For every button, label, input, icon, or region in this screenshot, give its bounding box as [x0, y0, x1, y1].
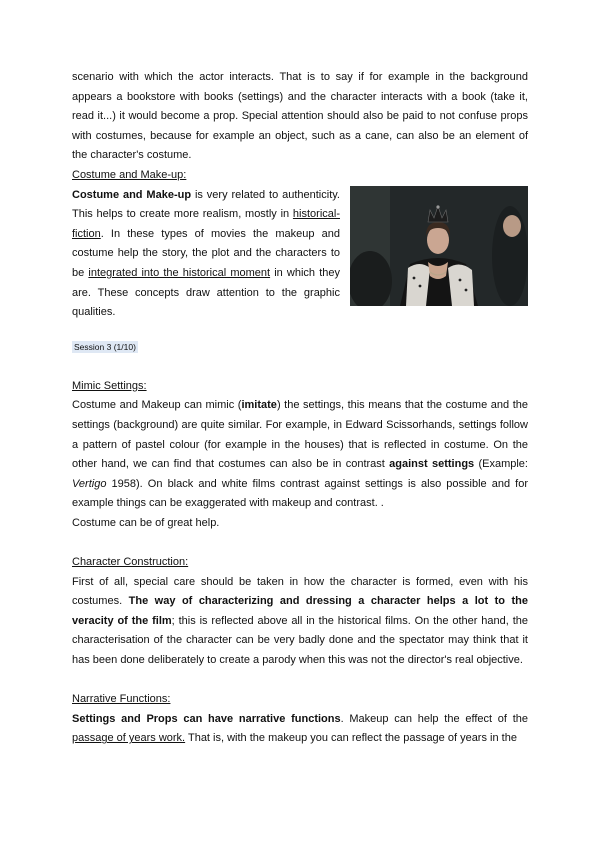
character-paragraph: [72, 573, 528, 671]
character-bold: The way of characterizing and dressing a character helps a lot to the veracity of the film: [72, 595, 528, 627]
character-heading: Character Construction:: [72, 556, 189, 569]
narrative-text-2: That is, with the makeup you can reflect the passage of years in the: [185, 732, 517, 745]
mimic-text-1: Costume and Makeup can mimic (: [72, 399, 242, 412]
mimic-text-4: 1958). On black and white films contrast against settings is also possible and for example things can be exaggerated with makeup and contrast. .: [72, 477, 528, 510]
costume-section: [72, 186, 528, 323]
historical-fiction-link: historical-fiction: [72, 208, 340, 240]
mimic-italic-vertigo: Vertigo: [72, 477, 107, 490]
costume-text-2: . In these types of movies the makeup and costume help the story, the plot and the characters to be: [72, 227, 340, 279]
mimic-text-2: ) the settings, this means that the costume and the settings (background) are quite similar. For example, in Edward Scissorhands, settings follow a pattern of pastel colour (for example in the houses) that is reflected in costume. On the other hand, we can find that costumes can also be in contrast: [72, 399, 528, 471]
costume-bold-lead: Costume and Make-up: [72, 188, 192, 201]
intro-paragraph: scenario with which the actor interacts. That is to say if for example in the background appears a bookstore with books (settings) and the character interacts with a book (take it, read it...) it would become a prop. Special attention should also be paid to not confuse props with costumes, because for example an object, such as a cane, can also be an element of the character's costume.: [72, 71, 528, 162]
mimic-bold-imitate: imitate: [241, 399, 277, 412]
passage-of-years-link: passage of years work.: [72, 732, 186, 745]
queen-portrait-illustration: [350, 186, 528, 306]
narrative-bold: Settings and Props can have narrative functions: [72, 712, 341, 725]
mimic-heading: Mimic Settings:: [72, 379, 147, 392]
mimic-line-2: Costume can be of great help.: [72, 516, 220, 529]
narrative-text-1: . Makeup can help the effect of the: [340, 712, 529, 725]
mimic-paragraph: [72, 396, 528, 514]
narrative-paragraph: [72, 710, 528, 749]
costume-heading: Costume and Make-up:: [72, 168, 187, 181]
mimic-bold-against: against settings: [389, 458, 475, 471]
narrative-heading: Narrative Functions:: [72, 693, 171, 706]
costume-text-1: is very related to authenticity. This helps to create more realism, mostly in: [72, 188, 340, 221]
character-text-2: ; this is reflected above all in the historical films. On the other hand, the characterisation of the character can be very badly done and the spectator may think that it has been done deliberately to create a parody when this was not the director's real objective.: [72, 614, 528, 667]
document-page: [72, 68, 528, 749]
character-text-1: First of all, special care should be taken in how the character is formed, even with his costumes.: [72, 575, 528, 608]
session-label: Session 3 (1/10): [74, 341, 136, 352]
mimic-text-3: (Example:: [474, 458, 528, 471]
costume-text-3: in which they are. These concepts draw attention to the graphic qualities.: [72, 266, 340, 319]
historical-moment-link: integrated into the historical moment: [88, 266, 271, 279]
film-still-image: [350, 186, 528, 306]
